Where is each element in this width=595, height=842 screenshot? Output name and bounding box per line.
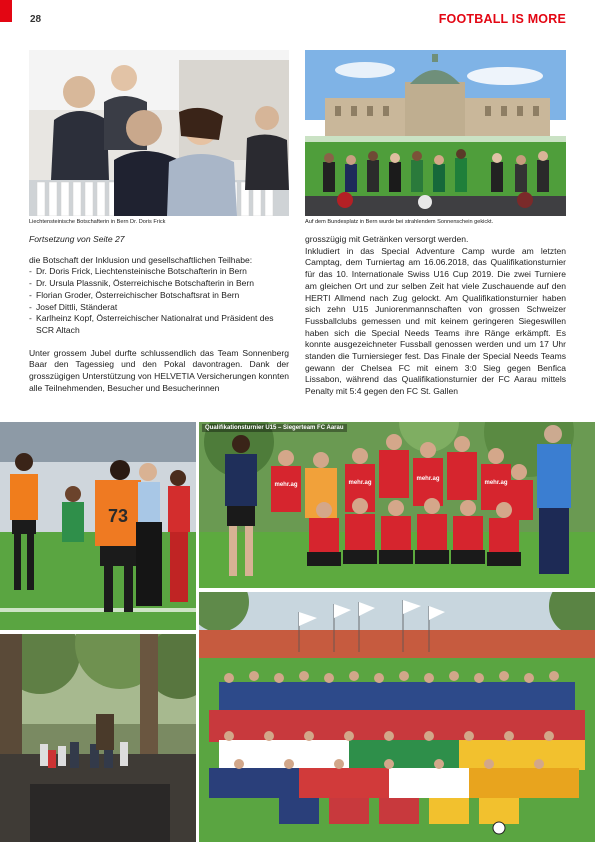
list-item: - Josef Dittli, Ständerat [29, 302, 289, 314]
photo-kids-playing [0, 422, 196, 630]
red-corner-mark [0, 0, 12, 22]
shirt-sponsor: mehr.ag [416, 476, 440, 482]
shirt-sponsor: mehr.ag [484, 480, 508, 486]
caption-officials: Liechtensteinische Botschafterin in Bern Dr. Doris Frick [29, 219, 166, 225]
list-item: - Dr. Doris Frick, Liechtensteinische Botschafterin in Bern [29, 266, 289, 278]
photo-team-aarau [199, 422, 595, 588]
continued-note: Fortsetzung von Seite 27 [29, 234, 125, 244]
team-photo-title: Qualifikationsturnier U15 – Siegerteam FC Aarau [202, 424, 347, 432]
section-title: FOOTBALL IS MORE [438, 12, 566, 26]
article-column-right [305, 234, 566, 398]
shirt-sponsor: mehr.ag [348, 480, 372, 486]
paragraph-tournament: Inkludiert in das Special Adventure Camp wurde am letzten Camptag, dem Turniertag am 16.06.2018, das Qualifikationsturnier für das 10. Internationale Swiss U16 Cup 2019. Die zwei Turniere am gleichen Ort und zur selben Zeit hat viele Zuschauende auf den HERTI Allmend nach Zug gelockt. Am Qualifikationsturnier haben sich zehn U15 Juniorenmannschaften von grossen Schweizer Fussballclubs gemessen und mit keinem geringeren Siegeswillen haben sich die Special Needs Teams ihre Ränge erkämpft. Es konnte ausgezeichneter Fussball genossen werden und um 17 Uhr standen die Turniersieger fest. Das Finale der Special Needs Teams gewann der Chelsea FC mit einem 3:0 Sieg gegen Benfica Lissabon, während das Qualifikationsturnier der FC Aarau mittels Penalty mit 5:4 gegen den FC St. Gallen [305, 245, 566, 397]
page-number: 28 [30, 14, 42, 25]
shirt-number: 73 [107, 506, 129, 526]
article-column-left [29, 234, 289, 394]
photo-bundesplatz [305, 50, 566, 216]
list-item: - Dr. Ursula Plassnik, Österreichische Botschafterin in Bern [29, 278, 289, 290]
list-item: - Karlheinz Kopf, Österreichischer Nationalrat und Präsident des SCR Altach [29, 313, 289, 336]
photo-officials [29, 50, 289, 216]
paragraph-winner: Unter grossem Jubel durfte schlussendlich das Team Sonnenberg Baar den Tagessieg und den Pokal davontragen. Dank der grosszügigen Unterstützung von HELVETIA Versicherungen konnten alle Teilnehmenden, Besucher und Besucherinnen [29, 347, 289, 393]
shirt-sponsor: mehr.ag [274, 482, 298, 488]
paragraph-drinks: grosszügig mit Getränken versorgt werden. [305, 234, 469, 244]
list-item: - Florian Groder, Österreichischer Botschaftsrat in Bern [29, 290, 289, 302]
photo-forest-gathering [0, 634, 196, 842]
attendees-intro: die Botschaft der Inklusion und gesellschaftlichen Teilhabe: [29, 254, 253, 265]
photo-large-group [199, 592, 595, 842]
attendee-list [29, 266, 289, 336]
caption-bundesplatz: Auf dem Bundesplatz in Bern wurde bei strahlendem Sonnenschein gekickt. [305, 219, 494, 225]
